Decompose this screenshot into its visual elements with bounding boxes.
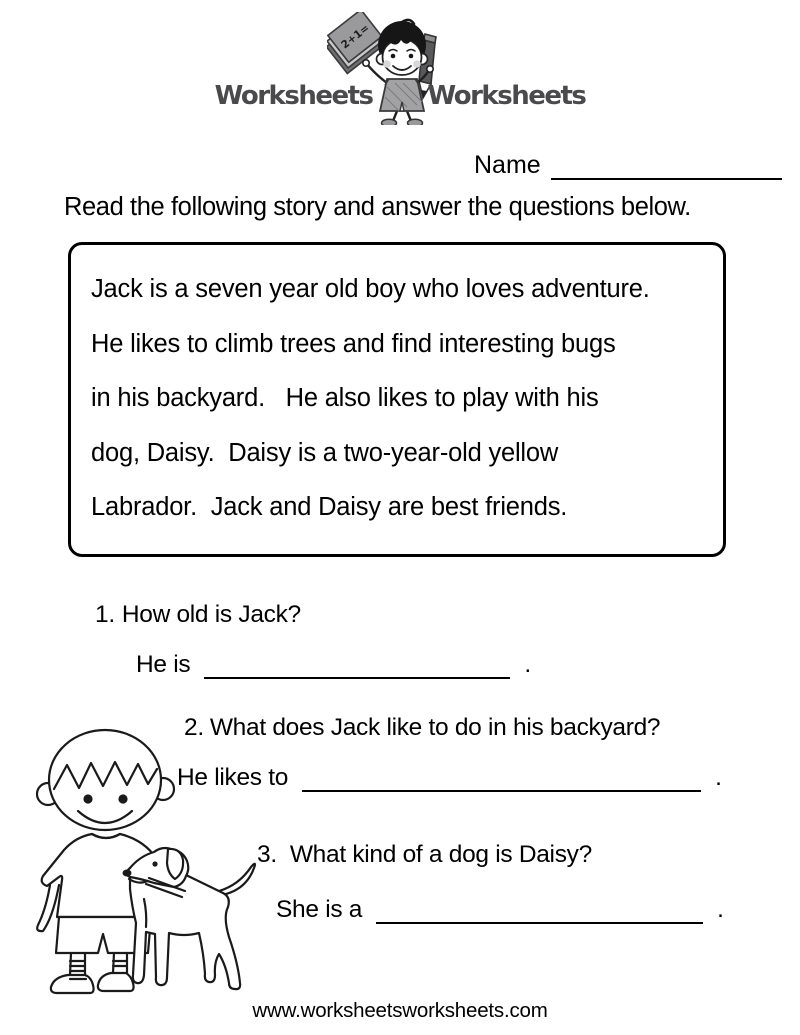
question-3 bbox=[257, 841, 592, 869]
book-label: 2+1= bbox=[338, 22, 372, 52]
question-3-text: What kind of a dog is Daisy? bbox=[289, 841, 592, 868]
logo-kid-icon bbox=[327, 12, 442, 125]
answer-3-period: . bbox=[717, 896, 724, 923]
question-2-number: 2. bbox=[184, 714, 204, 741]
name-field bbox=[474, 149, 782, 180]
answer-1 bbox=[136, 647, 531, 679]
story-line: He likes to climb trees and find interesting bugs bbox=[91, 329, 616, 358]
answer-3-blank-line[interactable] bbox=[376, 892, 703, 924]
story-box bbox=[68, 242, 726, 557]
logo bbox=[0, 12, 800, 125]
answer-3-prefix: She is a bbox=[276, 896, 363, 923]
story-line: dog, Daisy. Daisy is a two-year-old yellow bbox=[91, 438, 559, 467]
instruction-text: Read the following story and answer the questions below. bbox=[64, 193, 691, 221]
answer-2-blank-line[interactable] bbox=[302, 760, 701, 792]
story-line: Labrador. Jack and Daisy are best friends. bbox=[91, 493, 568, 521]
logo-text-left: Worksheets bbox=[214, 81, 373, 111]
question-1-number: 1. bbox=[95, 601, 115, 628]
answer-1-prefix: He is bbox=[136, 651, 191, 678]
question-3-number: 3. bbox=[257, 841, 277, 868]
answer-1-period: . bbox=[524, 651, 531, 678]
answer-3 bbox=[276, 892, 724, 924]
story-line: in his backyard. He also likes to play with his bbox=[91, 384, 599, 412]
footer-url: www.worksheetsworksheets.com bbox=[252, 999, 548, 1022]
answer-2-period: . bbox=[715, 764, 722, 791]
story-line: Jack is a seven year old boy who loves adventure. bbox=[91, 275, 650, 303]
logo-text-right: Worksheets bbox=[427, 81, 586, 111]
boy-with-dog-illustration bbox=[26, 727, 261, 999]
name-label: Name bbox=[474, 151, 541, 179]
name-blank-line[interactable] bbox=[551, 149, 782, 180]
answer-2-prefix: He likes to bbox=[177, 764, 289, 791]
book-icon bbox=[327, 12, 387, 74]
question-2-text: What does Jack like to do in his backyard? bbox=[209, 714, 661, 741]
overalls bbox=[380, 79, 424, 111]
question-1-text: How old is Jack? bbox=[121, 601, 301, 628]
answer-1-blank-line[interactable] bbox=[204, 647, 510, 679]
question-1 bbox=[95, 601, 301, 629]
